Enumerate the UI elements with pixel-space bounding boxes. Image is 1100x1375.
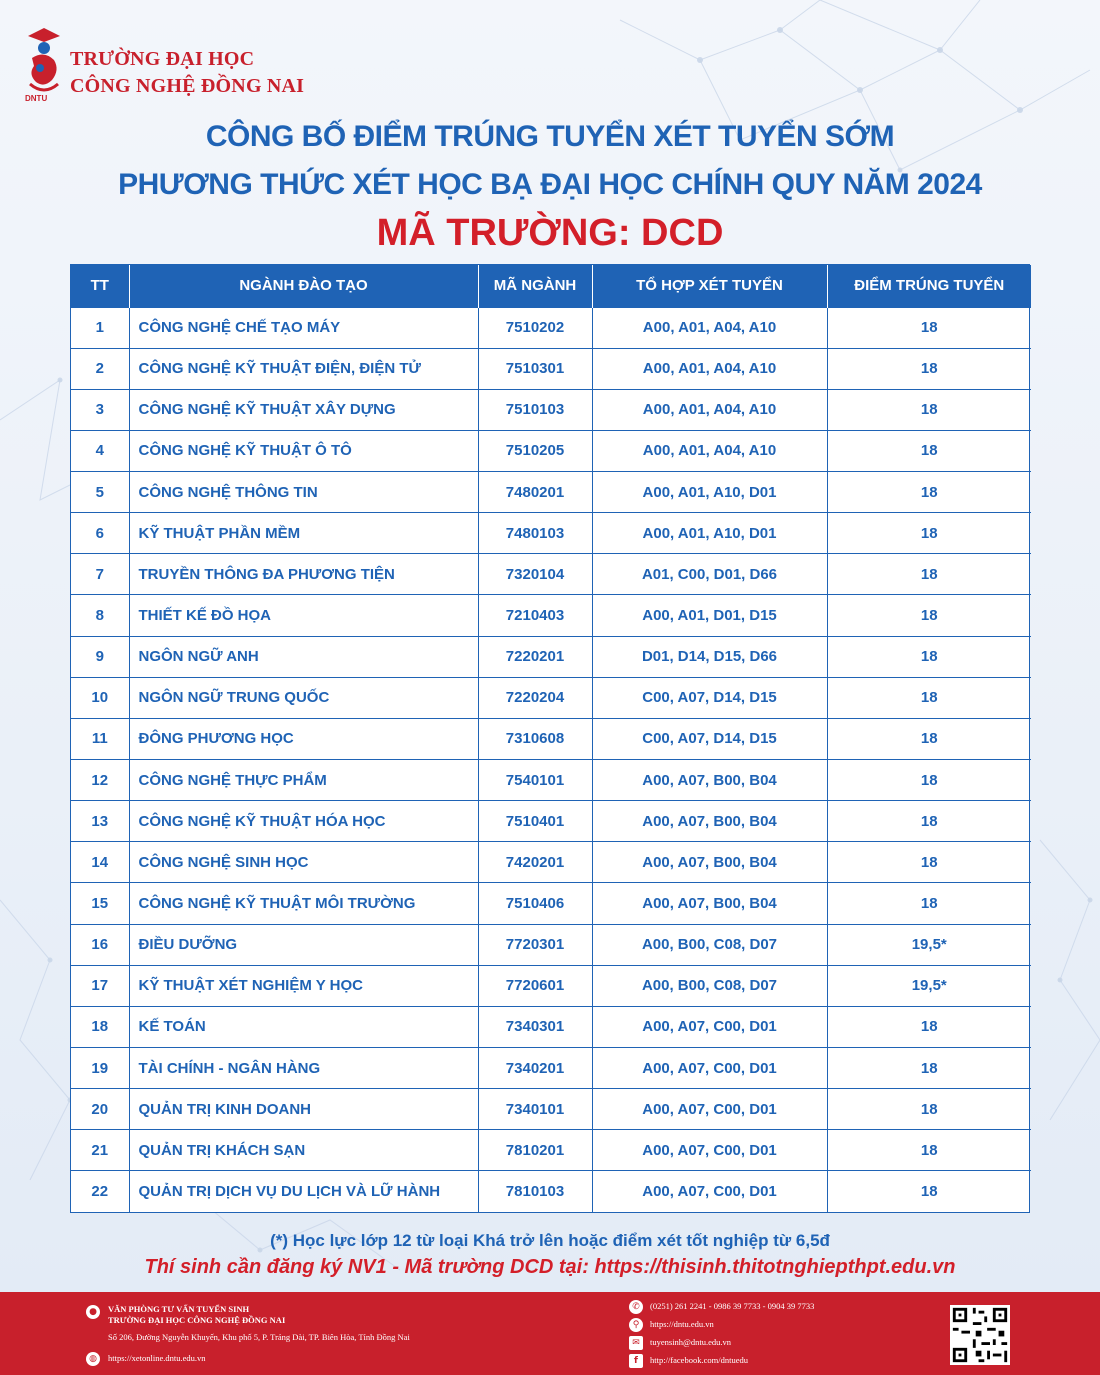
row-admission-score: 18 <box>827 554 1031 595</box>
table-row <box>71 842 1031 883</box>
row-major-code: 7810201 <box>478 1130 592 1171</box>
row-subject-combination: A00, A07, C00, D01 <box>592 1006 827 1047</box>
row-index: 8 <box>71 595 129 636</box>
row-subject-combination: A00, A01, A04, A10 <box>592 389 827 430</box>
table-row <box>71 348 1031 389</box>
website-link[interactable]: https://dntu.edu.vn <box>650 1319 714 1329</box>
row-subject-combination: A00, A07, C00, D01 <box>592 1130 827 1171</box>
table-row <box>71 801 1031 842</box>
row-admission-score: 18 <box>827 389 1031 430</box>
footer <box>0 1292 1100 1375</box>
row-major-code: 7320104 <box>478 554 592 595</box>
row-admission-score: 18 <box>827 760 1031 801</box>
row-index: 17 <box>71 965 129 1006</box>
row-major-name: QUẢN TRỊ KHÁCH SẠN <box>129 1130 478 1171</box>
row-index: 7 <box>71 554 129 595</box>
row-admission-score: 18 <box>827 883 1031 924</box>
row-major-code: 7510103 <box>478 389 592 430</box>
table-row <box>71 389 1031 430</box>
row-admission-score: 18 <box>827 430 1031 471</box>
row-index: 14 <box>71 842 129 883</box>
logo-mark <box>24 26 64 104</box>
row-major-name: ĐIỀU DƯỠNG <box>129 924 478 965</box>
row-admission-score: 18 <box>827 472 1031 513</box>
row-index: 20 <box>71 1089 129 1130</box>
row-index: 9 <box>71 636 129 677</box>
row-major-code: 7510205 <box>478 430 592 471</box>
row-major-name: THIẾT KẾ ĐỒ HỌA <box>129 595 478 636</box>
row-admission-score: 18 <box>827 595 1031 636</box>
row-subject-combination: A00, B00, C08, D07 <box>592 924 827 965</box>
row-index: 10 <box>71 677 129 718</box>
table-row <box>71 760 1031 801</box>
row-admission-score: 18 <box>827 1130 1031 1171</box>
row-admission-score: 18 <box>827 636 1031 677</box>
header-admission-score: ĐIỂM TRÚNG TUYỂN <box>827 265 1031 307</box>
row-major-code: 7220204 <box>478 677 592 718</box>
row-major-code: 7510202 <box>478 307 592 348</box>
logo-text <box>70 46 304 100</box>
facebook-link[interactable]: http://facebook.com/dntuedu <box>650 1355 748 1365</box>
office-school: TRƯỜNG ĐẠI HỌC CÔNG NGHỆ ĐỒNG NAI <box>108 1315 286 1325</box>
row-major-code: 7810103 <box>478 1171 592 1212</box>
row-subject-combination: A00, A07, C00, D01 <box>592 1089 827 1130</box>
table-row <box>71 1171 1031 1212</box>
row-major-code: 7510301 <box>478 348 592 389</box>
row-subject-combination: A00, A01, A04, A10 <box>592 307 827 348</box>
row-major-code: 7340201 <box>478 1048 592 1089</box>
online-application-link[interactable]: https://xetonline.dntu.edu.vn <box>108 1353 206 1363</box>
header-major: NGÀNH ĐÀO TẠO <box>129 265 478 307</box>
row-subject-combination: A00, A01, D01, D15 <box>592 595 827 636</box>
globe-icon: ◍ <box>86 1352 100 1366</box>
row-index: 1 <box>71 307 129 348</box>
row-subject-combination: A00, A07, B00, B04 <box>592 883 827 924</box>
row-index: 5 <box>71 472 129 513</box>
row-major-code: 7720601 <box>478 965 592 1006</box>
location-icon: ● <box>86 1305 100 1319</box>
row-index: 11 <box>71 718 129 759</box>
row-major-name: CÔNG NGHỆ THÔNG TIN <box>129 472 478 513</box>
registration-note: Thí sinh cần đăng ký NV1 - Mã trường DCD tại: https://thisinh.thitotnghiepthpt.edu.vn <box>144 1256 956 1278</box>
row-major-name: CÔNG NGHỆ KỸ THUẬT HÓA HỌC <box>129 801 478 842</box>
row-major-code: 7340301 <box>478 1006 592 1047</box>
facebook-icon: f <box>629 1354 643 1368</box>
office-title: VĂN PHÒNG TƯ VẤN TUYỂN SINH <box>108 1304 250 1314</box>
table-row <box>71 965 1031 1006</box>
row-index: 15 <box>71 883 129 924</box>
row-major-name: KẾ TOÁN <box>129 1006 478 1047</box>
row-index: 19 <box>71 1048 129 1089</box>
qr-code <box>950 1305 1010 1365</box>
row-index: 6 <box>71 513 129 554</box>
row-major-code: 7340101 <box>478 1089 592 1130</box>
row-index: 18 <box>71 1006 129 1047</box>
row-major-name: CÔNG NGHỆ KỸ THUẬT Ô TÔ <box>129 430 478 471</box>
phone-numbers[interactable]: (0251) 261 2241 - 0986 39 7733 - 0904 39 7733 <box>650 1301 815 1311</box>
row-major-name: NGÔN NGỮ ANH <box>129 636 478 677</box>
row-major-name: KỸ THUẬT XÉT NGHIỆM Y HỌC <box>129 965 478 1006</box>
logo-line-2: CÔNG NGHỆ ĐỒNG NAI <box>70 75 305 97</box>
row-major-code: 7540101 <box>478 760 592 801</box>
row-subject-combination: D01, D14, D15, D66 <box>592 636 827 677</box>
row-major-code: 7310608 <box>478 718 592 759</box>
admission-table <box>70 264 1030 1213</box>
row-index: 12 <box>71 760 129 801</box>
row-major-name: CÔNG NGHỆ KỸ THUẬT XÂY DỰNG <box>129 389 478 430</box>
row-major-name: TRUYỀN THÔNG ĐA PHƯƠNG TIỆN <box>129 554 478 595</box>
table-row <box>71 307 1031 348</box>
row-major-name: CÔNG NGHỆ THỰC PHẨM <box>129 760 478 801</box>
row-admission-score: 18 <box>827 1089 1031 1130</box>
row-admission-score: 18 <box>827 307 1031 348</box>
row-subject-combination: A00, A07, B00, B04 <box>592 842 827 883</box>
row-major-name: KỸ THUẬT PHẦN MỀM <box>129 513 478 554</box>
table-row <box>71 1048 1031 1089</box>
row-major-name: ĐÔNG PHƯƠNG HỌC <box>129 718 478 759</box>
row-admission-score: 19,5* <box>827 965 1031 1006</box>
title-line-2: PHƯƠNG THỨC XÉT HỌC BẠ ĐẠI HỌC CHÍNH QUY NĂM 2024 <box>118 168 982 201</box>
row-index: 3 <box>71 389 129 430</box>
row-major-code: 7510401 <box>478 801 592 842</box>
row-admission-score: 18 <box>827 842 1031 883</box>
table-row <box>71 636 1031 677</box>
row-major-code: 7510406 <box>478 883 592 924</box>
row-subject-combination: A00, A01, A04, A10 <box>592 430 827 471</box>
row-major-name: QUẢN TRỊ DỊCH VỤ DU LỊCH VÀ LỮ HÀNH <box>129 1171 478 1212</box>
header-index: TT <box>71 265 129 307</box>
row-admission-score: 18 <box>827 801 1031 842</box>
row-index: 13 <box>71 801 129 842</box>
email-icon: ✉ <box>629 1336 643 1350</box>
table-row <box>71 513 1031 554</box>
row-admission-score: 18 <box>827 1048 1031 1089</box>
table-row <box>71 554 1031 595</box>
qr-code-icon <box>950 1305 1010 1365</box>
row-major-code: 7480201 <box>478 472 592 513</box>
row-subject-combination: A00, A07, B00, B04 <box>592 760 827 801</box>
table-row <box>71 677 1031 718</box>
title-line-1: CÔNG BỐ ĐIỂM TRÚNG TUYỂN XÉT TUYỂN SỚM <box>205 120 895 153</box>
header-subject-combination: TỔ HỢP XÉT TUYỂN <box>592 265 827 307</box>
table-body <box>71 307 1031 1212</box>
table-row <box>71 1006 1031 1047</box>
row-major-code: 7720301 <box>478 924 592 965</box>
row-major-code: 7480103 <box>478 513 592 554</box>
row-admission-score: 18 <box>827 677 1031 718</box>
dntu-emblem-icon <box>24 26 64 104</box>
row-subject-combination: A00, A07, C00, D01 <box>592 1048 827 1089</box>
header-major-code: MÃ NGÀNH <box>478 265 592 307</box>
row-index: 21 <box>71 1130 129 1171</box>
logo-line-1: TRƯỜNG ĐẠI HỌC <box>70 48 255 70</box>
row-subject-combination: A00, A07, B00, B04 <box>592 801 827 842</box>
row-major-name: CÔNG NGHỆ SINH HỌC <box>129 842 478 883</box>
row-index: 16 <box>71 924 129 965</box>
table-row <box>71 1089 1031 1130</box>
school-code-title: MÃ TRƯỜNG: DCD <box>376 212 724 254</box>
row-major-code: 7210403 <box>478 595 592 636</box>
logo-abbr: DNTU <box>25 94 48 103</box>
row-subject-combination: C00, A07, D14, D15 <box>592 677 827 718</box>
row-index: 22 <box>71 1171 129 1212</box>
phone-icon: ✆ <box>629 1300 643 1314</box>
row-admission-score: 18 <box>827 1006 1031 1047</box>
row-subject-combination: A00, B00, C08, D07 <box>592 965 827 1006</box>
row-major-code: 7220201 <box>478 636 592 677</box>
row-admission-score: 18 <box>827 513 1031 554</box>
row-major-name: QUẢN TRỊ KINH DOANH <box>129 1089 478 1130</box>
table-row <box>71 472 1031 513</box>
row-admission-score: 18 <box>827 718 1031 759</box>
school-logo <box>24 26 304 104</box>
table-row <box>71 595 1031 636</box>
row-subject-combination: A00, A01, A04, A10 <box>592 348 827 389</box>
web-icon: ⚲ <box>629 1318 643 1332</box>
row-admission-score: 19,5* <box>827 924 1031 965</box>
row-subject-combination: A00, A07, C00, D01 <box>592 1171 827 1212</box>
row-index: 4 <box>71 430 129 471</box>
footnote: (*) Học lực lớp 12 từ loại Khá trở lên hoặc điểm xét tốt nghiệp từ 6,5đ <box>270 1231 830 1250</box>
row-subject-combination: A00, A01, A10, D01 <box>592 513 827 554</box>
row-subject-combination: A01, C00, D01, D66 <box>592 554 827 595</box>
row-admission-score: 18 <box>827 348 1031 389</box>
office-address: Số 206, Đường Nguyễn Khuyến, Khu phố 5, P. Trảng Dài, TP. Biên Hòa, Tỉnh Đồng Nai <box>108 1332 410 1342</box>
table-header-row <box>71 265 1031 307</box>
table-row <box>71 924 1031 965</box>
row-admission-score: 18 <box>827 1171 1031 1212</box>
table-row <box>71 718 1031 759</box>
row-major-code: 7420201 <box>478 842 592 883</box>
row-major-name: TÀI CHÍNH - NGÂN HÀNG <box>129 1048 478 1089</box>
row-major-name: CÔNG NGHỆ KỸ THUẬT MÔI TRƯỜNG <box>129 883 478 924</box>
table-row <box>71 1130 1031 1171</box>
row-index: 2 <box>71 348 129 389</box>
row-subject-combination: A00, A01, A10, D01 <box>592 472 827 513</box>
table-row <box>71 430 1031 471</box>
row-major-name: CÔNG NGHỆ CHẾ TẠO MÁY <box>129 307 478 348</box>
row-major-name: NGÔN NGỮ TRUNG QUỐC <box>129 677 478 718</box>
email-link[interactable]: tuyensinh@dntu.edu.vn <box>650 1337 732 1347</box>
row-subject-combination: C00, A07, D14, D15 <box>592 718 827 759</box>
row-major-name: CÔNG NGHỆ KỸ THUẬT ĐIỆN, ĐIỆN TỬ <box>129 348 478 389</box>
table-row <box>71 883 1031 924</box>
